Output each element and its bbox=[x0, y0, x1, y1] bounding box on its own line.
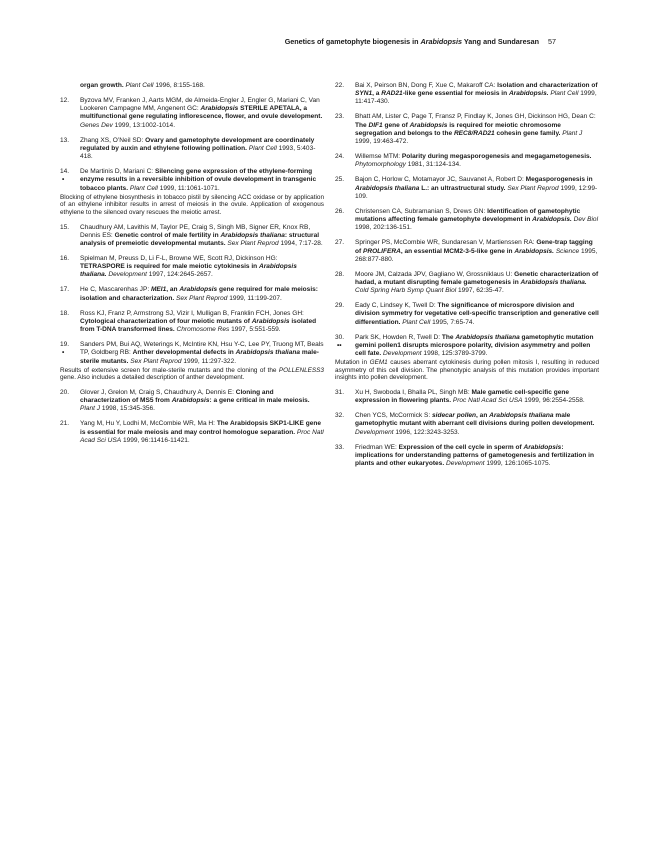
text-segment: Arabidopsis bbox=[179, 286, 218, 294]
text-segment: 1999, 11:297-322. bbox=[181, 357, 237, 365]
text-segment: Expression of the cell cycle in sperm of bbox=[398, 443, 524, 451]
reference-number: 14. bbox=[60, 168, 70, 176]
text-segment: Proc Natl Acad Sci USA bbox=[452, 397, 523, 405]
text-segment: Ross KJ, Franz P, Armstrong SJ, Vizir I, Mulligan B, Franklin FCH, Jones GH: bbox=[80, 309, 304, 317]
text-segment: Chromosome Res bbox=[176, 326, 230, 334]
text-segment: 1981, 31:124-134. bbox=[405, 161, 461, 169]
text-segment: , a bbox=[372, 90, 382, 98]
text-segment: , an essential MCM2-3-5-like gene in bbox=[400, 247, 515, 255]
reference-text bbox=[355, 271, 599, 295]
text-segment: PROLIFERA bbox=[363, 247, 401, 255]
running-header bbox=[0, 37, 556, 46]
reference-text bbox=[80, 168, 324, 192]
text-segment: 1997, 62:35-47. bbox=[456, 287, 504, 295]
reference-number: 12. bbox=[60, 97, 70, 105]
text-segment: The bbox=[355, 121, 369, 129]
reference-entry bbox=[335, 334, 599, 358]
text-segment: : structural analysis of premeiotic developmental mutants. bbox=[80, 231, 320, 247]
reference-entry bbox=[335, 239, 599, 263]
text-segment: 1999, 11:199-207. bbox=[227, 294, 282, 302]
text-segment: RAD21 bbox=[381, 90, 403, 98]
text-segment: Zhang XS, O’Neil SD: bbox=[80, 136, 146, 144]
text-segment: Chaudhury AM, Lavithis M, Taylor PE, Craig S, Singh MB, Signer ER, Knox RB, Dennis ES: bbox=[80, 223, 311, 239]
reference-entry bbox=[335, 113, 599, 146]
text-segment: Plant J bbox=[80, 405, 101, 413]
reference-text bbox=[80, 137, 324, 161]
reference-column-left bbox=[60, 82, 324, 452]
reference-entry bbox=[335, 153, 599, 169]
reference-number: 22. bbox=[335, 82, 345, 89]
reference-text bbox=[355, 412, 599, 436]
text-segment: Genes Dev bbox=[80, 121, 113, 129]
text-segment: POLLENLESS3 bbox=[278, 366, 324, 374]
reference-entry bbox=[335, 444, 599, 468]
text-segment: -like gene essential for meiosis in bbox=[402, 90, 509, 98]
text-segment: Dev Biol bbox=[571, 216, 599, 224]
text-segment: Development bbox=[445, 460, 485, 468]
text-segment: Ovary and gametophyte development are coordinately regulated by auxin and ethylene following pollination. bbox=[80, 136, 315, 152]
recommendation-marker: • bbox=[62, 176, 65, 184]
reference-entry bbox=[335, 208, 599, 232]
text-segment: Arabidopsis thaliana. bbox=[520, 278, 587, 286]
reference-text bbox=[355, 444, 599, 468]
reference-text bbox=[355, 389, 599, 405]
text-segment: Arabidopsis bbox=[251, 317, 290, 325]
text-segment: GEM1 bbox=[369, 359, 388, 367]
text-segment: He C, Mascarenhas JP: bbox=[80, 286, 151, 294]
text-segment: 1994, 7:17-28. bbox=[278, 239, 323, 247]
reference-text bbox=[80, 310, 324, 334]
text-segment: Friedman WE: bbox=[355, 443, 399, 451]
reference-annotation bbox=[60, 367, 324, 382]
reference-number: 26. bbox=[335, 207, 345, 215]
text-segment: Sex Plant Reprod bbox=[227, 239, 279, 247]
text-segment: SYN1 bbox=[355, 90, 373, 98]
text-segment: 1999, 96:11416-11421. bbox=[121, 436, 190, 444]
text-segment: Arabidopsis bbox=[523, 443, 562, 451]
text-segment: Sex Plant Reprod bbox=[507, 184, 559, 192]
text-segment: Cold Spring Harb Symp Quant Biol bbox=[355, 287, 457, 295]
reference-entry bbox=[60, 82, 324, 90]
text-segment: male-sterile mutants. bbox=[80, 349, 319, 365]
text-segment: De Martinis D, Mariani C: bbox=[80, 168, 155, 176]
text-segment: 1999, 11:417-430. bbox=[355, 90, 597, 106]
reference-number: 33. bbox=[335, 443, 345, 451]
text-segment: 1998, 202:136-151. bbox=[355, 224, 412, 232]
text-segment: 1999, 12:99-109. bbox=[355, 184, 598, 200]
reference-text bbox=[80, 286, 324, 302]
recommendation-marker: • bbox=[62, 349, 65, 357]
reference-text bbox=[80, 341, 324, 365]
reference-number: 24. bbox=[335, 153, 345, 161]
reference-number: 20. bbox=[60, 388, 70, 396]
header-title-suffix: Yang and Sundaresan bbox=[462, 37, 539, 46]
text-segment: Megasporogenesis in bbox=[525, 176, 593, 184]
text-segment: Plant Cell bbox=[248, 144, 277, 152]
reference-text bbox=[355, 113, 599, 146]
reference-column-right bbox=[335, 82, 599, 475]
text-segment: Arabidopsis. bbox=[508, 90, 549, 98]
text-segment: 1999, 126:1065-1075. bbox=[484, 460, 551, 468]
reference-entry bbox=[60, 310, 324, 334]
reference-entry bbox=[335, 271, 599, 295]
text-segment: Cloning and characterization of MS5 from bbox=[80, 388, 274, 405]
text-segment: Eady C, Lindsey K, Twell D: bbox=[355, 302, 438, 310]
text-segment: male gametophytic mutant with aberrant cell divisions during pollen development. bbox=[355, 412, 595, 428]
text-segment: 1997, 5:551-559. bbox=[229, 326, 281, 334]
text-segment: Cytological characterization of four meiotic mutants of bbox=[80, 317, 252, 325]
text-segment: Arabidopsis thaliana bbox=[489, 412, 554, 420]
text-segment: Bajon C, Horlow C, Motamayor JC, Sauvanet A, Robert D: bbox=[355, 176, 526, 184]
text-segment: Development bbox=[355, 428, 394, 436]
text-segment: Mutation in bbox=[335, 359, 370, 367]
text-segment: organ growth. bbox=[80, 82, 126, 89]
text-segment: Science bbox=[554, 247, 580, 255]
text-segment: Sex Plant Reprod bbox=[130, 357, 182, 365]
reference-number: 29. bbox=[335, 302, 345, 310]
reference-entry bbox=[60, 255, 324, 279]
text-segment: cohesin gene family. bbox=[494, 129, 563, 137]
text-segment: , an bbox=[166, 286, 180, 294]
text-segment: Phytomorphology bbox=[355, 161, 406, 169]
text-segment: L.: an ultrastructural study. bbox=[419, 184, 508, 192]
text-segment: is required for meiotic chromosome segregation and belongs to the bbox=[355, 121, 561, 137]
text-segment: gametophytic mutation gemini pollen1 disrupts microspore polarity, division asymmetry and pollen cell fate. bbox=[355, 333, 594, 358]
reference-annotation bbox=[335, 359, 599, 382]
text-segment: 1995, 268:877-880. bbox=[355, 247, 598, 263]
text-segment: Willemse MTM: bbox=[355, 153, 402, 161]
text-segment: Development bbox=[383, 350, 422, 358]
reference-entry bbox=[335, 412, 599, 436]
reference-text bbox=[355, 239, 599, 263]
reference-number: 23. bbox=[335, 113, 345, 121]
text-segment: REC8/RAD21 bbox=[453, 129, 495, 137]
text-segment: Gene-trap tagging of bbox=[355, 239, 593, 255]
text-segment: 1995, 7:65-74. bbox=[430, 318, 475, 326]
text-segment: 1999, 96:2554-2558. bbox=[522, 397, 585, 405]
recommendation-marker: •• bbox=[337, 341, 342, 349]
text-segment: sidecar pollen bbox=[432, 412, 477, 420]
text-segment: DIF1 bbox=[368, 121, 383, 129]
reference-entry bbox=[335, 176, 599, 200]
text-segment: gene of bbox=[382, 121, 410, 129]
reference-number: 19. bbox=[60, 341, 70, 349]
text-segment: Proc Natl Acad Sci USA bbox=[80, 428, 324, 444]
reference-number: 25. bbox=[335, 176, 345, 184]
text-segment: gene required for male meiosis: isolation and characterization. bbox=[80, 286, 318, 302]
text-segment: Genetic control of male fertility in bbox=[114, 231, 221, 239]
page-number: 57 bbox=[548, 37, 556, 46]
text-segment: Moore JM, Calzada JPV, Gagliano W, Grossniklaus U: bbox=[355, 270, 515, 278]
text-segment: The significance of microspore division and division symmetry for vegetative cell-specific transcription and generative cell differentiation. bbox=[355, 302, 599, 326]
text-segment: Arabidopsis thaliana. bbox=[80, 263, 297, 279]
text-segment: Bhatt AM, Lister C, Page T, Fransz P, Findlay K, Jones GH, Dickinson HG, Dean C: bbox=[355, 113, 596, 121]
text-segment: Chen YCS, McCormick S: bbox=[355, 412, 433, 420]
reference-text bbox=[80, 97, 324, 130]
text-segment: Isolation and characterization of bbox=[497, 82, 598, 89]
header-title-prefix: Genetics of gametophyte biogenesis in bbox=[284, 37, 421, 46]
text-segment: Yang M, Hu Y, Lodhi M, McCombie WR, Ma H: bbox=[80, 420, 217, 428]
reference-number: 28. bbox=[335, 270, 345, 278]
text-segment: Arabidopsis bbox=[409, 121, 448, 129]
text-segment: Development bbox=[106, 271, 147, 279]
header-title-italic: Arabidopsis bbox=[420, 37, 463, 46]
reference-text bbox=[355, 176, 599, 200]
reference-text bbox=[80, 255, 324, 279]
reference-number: 27. bbox=[335, 239, 345, 247]
reference-entry bbox=[60, 286, 324, 302]
text-segment: Springer PS, McCombie WR, Sundaresan V, Martienssen RA: bbox=[355, 239, 537, 247]
text-segment: 1996, 8:155-168. bbox=[153, 82, 205, 89]
text-segment: Arabidopsis bbox=[171, 397, 210, 405]
text-segment: Genetic characterization of hadad, a mutant disrupting female gametogenesis in bbox=[355, 270, 599, 286]
reference-entry bbox=[60, 97, 324, 130]
reference-entry bbox=[60, 168, 324, 192]
reference-entry bbox=[60, 137, 324, 161]
reference-number: 31. bbox=[335, 389, 345, 396]
reference-number: 30. bbox=[335, 333, 345, 341]
text-segment: Results of extensive screen for male-sterile mutants and the cloning of the bbox=[60, 366, 279, 374]
text-segment: STERILE APETALA, a multifunctional gene regulating inflorescence, flower, and ovule development. bbox=[80, 105, 323, 121]
text-segment: 1996, 122:3243-3253. bbox=[393, 428, 460, 436]
reference-number: 16. bbox=[60, 254, 70, 262]
text-segment: Plant Cell bbox=[129, 184, 158, 192]
reference-number: 15. bbox=[60, 223, 70, 231]
text-segment: Arabidopsis thaliana bbox=[220, 231, 285, 239]
text-segment: TETRASPORE is required for male meiotic cytokinesis in bbox=[80, 263, 259, 271]
reference-number: 18. bbox=[60, 309, 70, 317]
text-segment: Arabidopsis thaliana bbox=[235, 349, 301, 357]
text-segment: 1998, 15:345-356. bbox=[100, 405, 155, 413]
text-segment: Arabidopsis. bbox=[514, 247, 554, 255]
text-segment: Arabidopsis thaliana bbox=[355, 184, 420, 192]
reference-text bbox=[355, 153, 599, 169]
text-segment: Silencing gene expression of the ethylene-forming enzyme results in a reversible inhibition of ovule development in transgenic tobacco plants. bbox=[80, 168, 317, 192]
reference-number: 21. bbox=[60, 420, 70, 428]
reference-text bbox=[355, 82, 599, 106]
text-segment: 1999, 11:1061-1071. bbox=[157, 184, 220, 192]
text-segment: Male gametic cell-specific gene expression in flowering plants. bbox=[355, 389, 569, 405]
text-segment: Sanders PM, Bui AQ, Weterings K, McIntire KN, Hsu Y-C, Lee PY, Truong MT, Beals TP, Goldberg RB: bbox=[80, 341, 324, 357]
reference-text bbox=[355, 302, 599, 326]
text-segment: Plant Cell bbox=[125, 82, 154, 89]
text-segment: gene. Also includes a detailed description of anther development. bbox=[60, 374, 245, 382]
text-segment: Plant Cell bbox=[548, 90, 579, 98]
text-segment: Arabidopsis. bbox=[532, 216, 572, 224]
text-segment: Byzova MV, Franken J, Aarts MGM, de Almeida-Engler J, Engler G, Mariani C, Van Lookeren Campagne MM, Angenent GC: bbox=[80, 97, 320, 113]
reference-text bbox=[355, 208, 599, 232]
reference-number: 32. bbox=[335, 412, 345, 420]
text-segment: Xu H, Swoboda I, Bhalla PL, Singh MB: bbox=[355, 389, 472, 396]
reference-text bbox=[80, 420, 324, 444]
text-segment: , an bbox=[476, 412, 490, 420]
reference-entry bbox=[60, 389, 324, 413]
text-segment: Bai X, Peirson BN, Dong F, Xue C, Makaroff CA: bbox=[355, 82, 498, 89]
text-segment: Sex Plant Reprod bbox=[176, 294, 228, 302]
text-segment: Identification of gametophytic mutations affecting female gametophyte development in bbox=[355, 207, 581, 224]
reference-annotation: Blocking of ethylene biosynthesis in tobacco pistil by silencing ACC oxidase or by application of an ethylene inhibitor results in arrest of meiosis in the ovule. Application of exogenous ethylene to the silenced ovary rescues the meiotic arrest. bbox=[60, 193, 324, 216]
reference-entry bbox=[60, 224, 324, 248]
reference-entry bbox=[60, 420, 324, 444]
text-segment: 1999, 19:463-472. bbox=[355, 137, 409, 145]
text-segment: 1998, 125:3789-3799. bbox=[421, 350, 488, 358]
reference-text bbox=[80, 82, 324, 90]
text-segment: 1997, 124:2645-2657. bbox=[146, 271, 213, 279]
text-segment: Christensen CA, Subramanian S, Drews GN: bbox=[355, 207, 488, 215]
text-segment: Park SK, Howden R, Twell D: bbox=[355, 333, 442, 341]
text-segment: The Arabidopsis SKP1-LIKE gene is essential for male meiosis and may control homologue separation. bbox=[80, 420, 321, 436]
text-segment: Arabidopsis bbox=[200, 105, 239, 113]
reference-number: 13. bbox=[60, 136, 70, 144]
text-segment: The bbox=[441, 333, 456, 341]
text-segment: Polarity during megasporogenesis and megagametogenesis. bbox=[401, 153, 592, 161]
text-segment: 1999, 13:1002-1014. bbox=[112, 121, 176, 129]
text-segment: : implications for understanding patterns of gametogenesis and fertilization in plants and other eukaryotes. bbox=[355, 443, 594, 468]
text-segment: Glover J, Grelon M, Craig S, Chaudhury A, Dennis E: bbox=[80, 388, 236, 396]
text-segment: : a gene critical in male meiosis. bbox=[209, 397, 310, 405]
reference-text bbox=[80, 389, 324, 413]
text-segment: Plant J bbox=[562, 129, 583, 137]
text-segment: Anther developmental defects in bbox=[132, 349, 236, 357]
text-segment: Spielman M, Preuss D, Li F-L, Browne WE, Scott RJ, Dickinson HG: bbox=[80, 254, 278, 262]
text-segment: Arabidopsis thaliana bbox=[455, 333, 520, 341]
reference-text bbox=[80, 224, 324, 248]
reference-entry bbox=[60, 341, 324, 365]
reference-entry bbox=[335, 302, 599, 326]
reference-entry bbox=[335, 389, 599, 405]
text-segment: Plant Cell bbox=[402, 318, 431, 326]
text-segment: MEI1 bbox=[150, 286, 167, 294]
reference-text bbox=[355, 334, 599, 358]
reference-entry bbox=[335, 82, 599, 106]
reference-number: 17. bbox=[60, 286, 70, 294]
text-segment: causes aberrant cytokinesis during pollen mitosis I, resulting in reduced asymmetry of this cell division. The phenotypic analysis of this mutation provides important insights into pollen development. bbox=[335, 359, 599, 382]
text-segment: isolated from T-DNA transformed lines. bbox=[80, 317, 317, 334]
text-segment: 1993, 5:403-418. bbox=[80, 144, 316, 161]
